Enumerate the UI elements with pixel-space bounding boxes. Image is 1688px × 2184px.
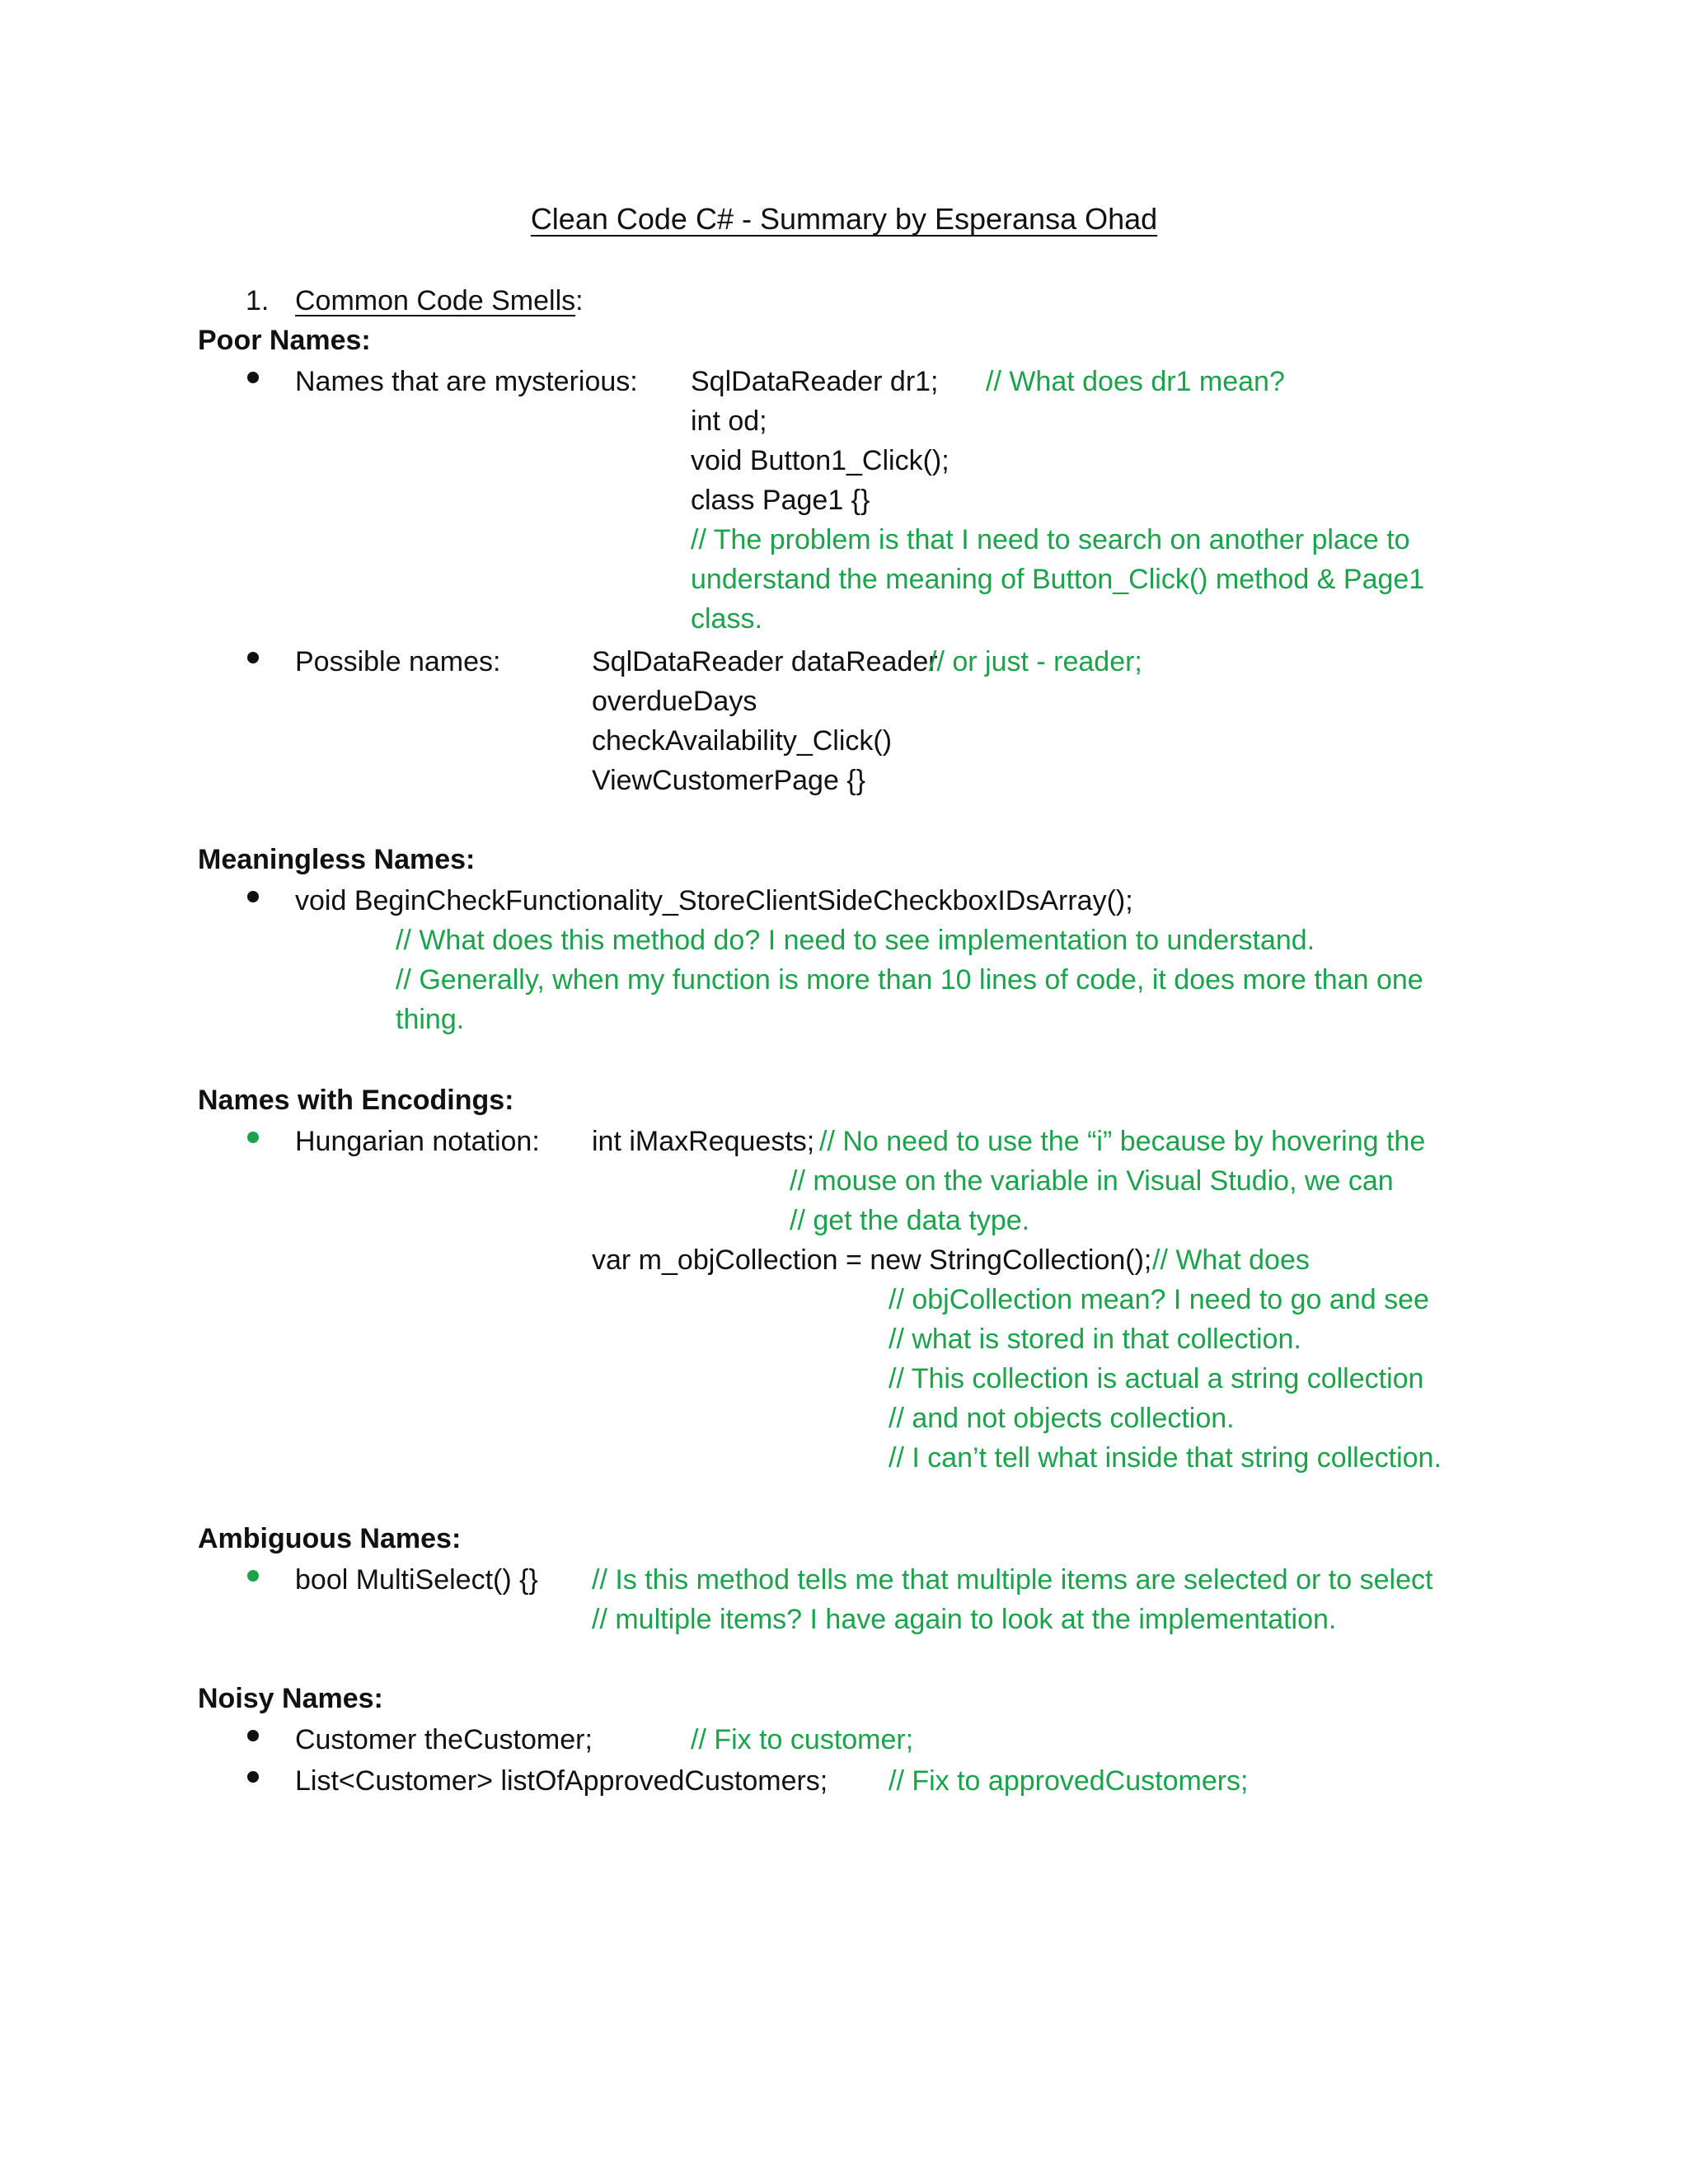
mysterious-label: Names that are mysterious:	[295, 366, 638, 397]
ambiguous-heading: Ambiguous Names:	[198, 1523, 462, 1554]
encodings-comment-line: // No need to use the “i” because by hovering the	[819, 1126, 1426, 1157]
mysterious-comment-inline: // What does dr1 mean?	[986, 366, 1285, 397]
bullet-icon	[247, 1771, 259, 1783]
page-title	[0, 204, 1688, 234]
bullet-icon	[247, 1132, 259, 1143]
possible-comment: // or just - reader;	[929, 646, 1142, 677]
encodings-comment-line: // mouse on the variable in Visual Studio, we can	[790, 1165, 1394, 1197]
meaningless-names-heading: Meaningless Names:	[198, 844, 476, 875]
bullet-icon	[247, 1570, 259, 1582]
encodings-comment-line: // what is stored in that collection.	[889, 1324, 1301, 1355]
ambiguous-comment-line: // Is this method tells me that multiple items are selected or to select	[592, 1564, 1433, 1596]
encodings-comment-line: // What does	[1152, 1244, 1310, 1276]
meaningless-comment-line: // What does this method do? I need to see implementation to understand.	[396, 925, 1315, 956]
mysterious-comment-line: class.	[691, 603, 762, 635]
section-heading	[295, 287, 584, 315]
bullet-icon	[247, 652, 259, 663]
ambiguous-comment-line: // multiple items? I have again to look at the implementation.	[592, 1604, 1337, 1635]
hungarian-label: Hungarian notation:	[295, 1126, 540, 1157]
noisy-comment-1: // Fix to customer;	[691, 1724, 914, 1755]
ambiguous-code: bool MultiSelect() {}	[295, 1564, 538, 1596]
section-number: 1.	[246, 285, 270, 316]
encodings-comment-line: // get the data type.	[790, 1205, 1030, 1236]
encodings-code-1: int iMaxRequests;	[592, 1126, 815, 1157]
section-heading-colon: :	[575, 285, 584, 316]
bullet-icon	[247, 1730, 259, 1741]
mysterious-comment-line: understand the meaning of Button_Click() method & Page1	[691, 564, 1425, 595]
possible-code-line: overdueDays	[592, 686, 757, 717]
encodings-comment-line: // This collection is actual a string collection	[889, 1363, 1424, 1394]
noisy-heading: Noisy Names:	[198, 1683, 383, 1714]
possible-code-line: ViewCustomerPage {}	[592, 765, 866, 796]
mysterious-code-line: SqlDataReader dr1;	[691, 366, 939, 397]
section-heading-text: Common Code Smells	[295, 285, 576, 316]
page-title-text: Clean Code C# - Summary by Esperansa Ohad	[530, 202, 1158, 236]
meaningless-comment-line: thing.	[396, 1004, 465, 1035]
poor-names-heading: Poor Names:	[198, 325, 371, 356]
encodings-heading: Names with Encodings:	[198, 1085, 514, 1116]
mysterious-code-line: class Page1 {}	[691, 485, 870, 516]
possible-code-line: checkAvailability_Click()	[592, 725, 893, 757]
possible-code-line: SqlDataReader dataReader	[592, 646, 938, 677]
noisy-code-1: Customer theCustomer;	[295, 1724, 593, 1755]
mysterious-comment-line: // The problem is that I need to search on another place to	[691, 524, 1410, 555]
mysterious-code-line: int od;	[691, 405, 767, 437]
encodings-comment-line: // and not objects collection.	[889, 1403, 1235, 1434]
possible-label: Possible names:	[295, 646, 501, 677]
bullet-icon	[247, 891, 259, 902]
encodings-comment-line: // I can’t tell what inside that string collection.	[889, 1442, 1442, 1474]
meaningless-code: void BeginCheckFunctionality_StoreClientSideCheckboxIDsArray();	[295, 885, 1133, 916]
encodings-comment-line: // objCollection mean? I need to go and see	[889, 1284, 1429, 1315]
mysterious-code-line: void Button1_Click();	[691, 445, 950, 476]
meaningless-comment-line: // Generally, when my function is more than 10 lines of code, it does more than one	[396, 964, 1423, 996]
noisy-comment-2: // Fix to approvedCustomers;	[889, 1765, 1249, 1797]
noisy-code-2: List<Customer> listOfApprovedCustomers;	[295, 1765, 828, 1797]
bullet-icon	[247, 372, 259, 383]
encodings-code-2: var m_objCollection = new StringCollection();	[592, 1244, 1152, 1276]
